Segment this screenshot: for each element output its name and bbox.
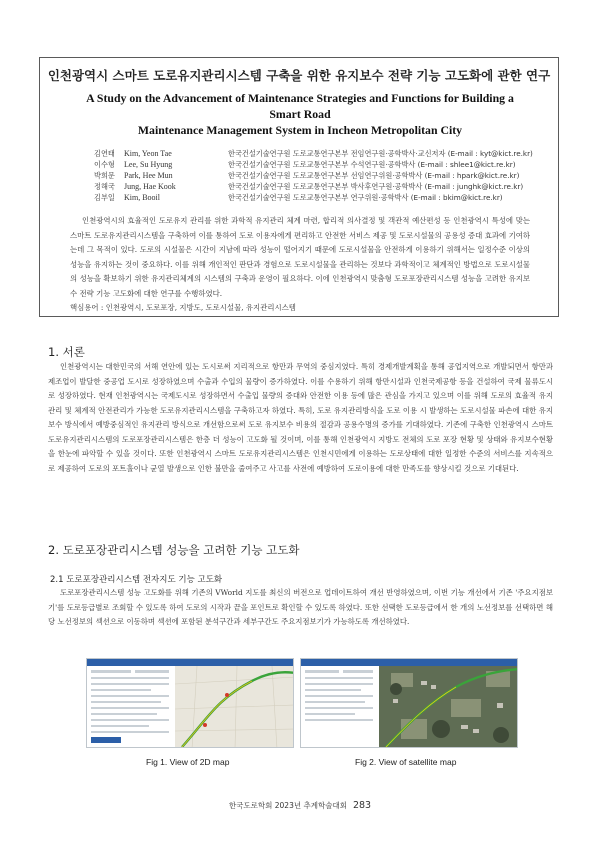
author-name-ko: 김부일	[94, 193, 115, 202]
author-affiliation: 한국건설기술연구원 도로교통연구본부 전임연구원·공학박사·교신저자 (E-mail : kyt@kict.re.kr)	[228, 149, 533, 158]
author-row	[94, 192, 564, 203]
author-row	[94, 159, 564, 170]
author-list	[94, 148, 564, 203]
page-number: 283	[352, 800, 372, 811]
author-affiliation: 한국건설기술연구원 도로교통연구본부 연구위원·공학박사 (E-mail : bkim@kict.re.kr)	[228, 193, 503, 202]
author-affiliation: 한국건설기술연구원 도로교통연구본부 선임연구위원·공학박사 (E-mail : hpark@kict.re.kr)	[228, 171, 520, 180]
section-2-1-heading: 2.1 도로포장관리시스템 전자지도 기능 고도화	[50, 575, 223, 585]
author-name-en: Jung, Hae Kook	[124, 182, 176, 191]
author-name-ko: 정해국	[94, 182, 115, 191]
figure-2-caption: Fig 2. View of satellite map	[355, 757, 457, 767]
paper-title-korean: 인천광역시 스마트 도로유지관리시스템 구축을 위한 유지보수 전략 기능 고도화에 관한 연구	[47, 68, 551, 83]
conference-name: 한국도로학회 2023년 추계학술대회	[228, 801, 347, 810]
author-name-ko: 이수형	[94, 160, 115, 169]
page-footer	[0, 800, 600, 811]
map-satellite-illustration	[301, 659, 518, 748]
figure-1-caption: Fig 1. View of 2D map	[146, 757, 230, 767]
author-row	[94, 148, 564, 159]
keywords: 핵심용어 : 인천광역시, 도로포장, 지방도, 도로시설물, 유지관리시스템	[70, 303, 296, 312]
abstract: 인천광역시의 효율적인 도로유지 관리를 위한 과학적 유지관리 체계 마련, 합리적 의사결정 및 객관적 예산편성 등 인천광역시 특성에 맞는 스마트 도로유지관리시스템을 구축하여 이를 통하여 도로 이용자에게 편리하고 안전한 서비스 제공 및 도로시설물의 공용성 증대 효과에 기여하는데 그 목적이 있다. 도로의 시설물은 시간이 지남에 따라 성능이 떨어지기 때문에 도로시설물을 안전하게 이용하기 위해서는 일정수준 이상의 성능을 유지하는 것이 중요하다. 이를 위해 개인적인 판단과 경험으로 도로시설물을 관리하는 것보다 과학적이고 체계적인 방법으로 도로시설물의 성능을 확보하기 위한 유지관리체계의 시스템의 구축과 운영이 필요하다. 이에 인천광역시 맞춤형 도로포장관리시스템 성능을 고려한 유지보수 전략 기능 고도화에 대한 연구를 수행하였다.	[70, 216, 530, 298]
author-name-en: Park, Hee Mun	[124, 171, 173, 180]
author-name-ko: 김연태	[94, 149, 115, 158]
author-name-ko: 박희문	[94, 171, 115, 180]
section-1-heading: 1. 서론	[48, 345, 85, 359]
section-1-body: 인천광역시는 대한민국의 서해 연안에 있는 도시로써 지리적으로 항만과 무역의 중심지였다. 특히 경제개발계획을 통해 공업지역으로 개발되면서 항만과 제조업이 발달한 중공업 도시로 성장하였으며 수출과 수입의 물량이 증가하였다. 이를 수용하기 위해 항만시설과 인천국제공항 등을 건설하여 국제 물류도시로 성장하였다. 현재 인천광역시는 국제도시로 성장하면서 수출입 물량의 증대와 안전한 이용 등에 많은 관심을 가지고 있으며 이를 위해 도로의 효율적 유지관리 및 체계적 안전관리가 가능한 도로유지관리시스템을 구축하고자 하였다. 특히, 도로 유지관리방식을 도로 이용 시 발생하는 도로시설물 파손에 대한 유지보수 방식에서 예방중심적인 유지관리 방식으로 개선함으로써 도로 유지보수 비용의 절감과 공용수명의 증가를 기대하였다. 기존에 구축한 인천광역시 스마트 도로유지관리시스템의 도로포장관리시스템은 한층 더 성능이 고도화 될 것이며, 이를 통해 인천광역시 지방도 전체의 도로 포장 현황 및 상태와 유지보수현황을 한눈에 파악할 수 있을 것이다. 또한 인천광역시 스마트 도로유지관리시스템은 인천시민에게 이용하는 도로상태에 대한 일정한 수준의 서비스를 지속적으로 제공하여 도로의 포트홀이나 균열 발생으로 인한 불만을 줄여주고 사고를 사전에 예방하여 도로이용에 대한 만족도를 향상시킬 것으로 기대된다.	[48, 362, 553, 473]
map-2d-illustration	[87, 659, 294, 748]
author-affiliation: 한국건설기술연구원 도로교통연구본부 수석연구원·공학박사 (E-mail : shlee1@kict.re.kr)	[228, 160, 516, 169]
section-2-heading: 2. 도로포장관리시스템 성능을 고려한 기능 고도화	[48, 543, 300, 557]
figure-satellite-map	[300, 658, 518, 748]
paper-title-english-line1: A Study on the Advancement of Maintenance Strategies and Functions for Building a Smart Road	[86, 91, 514, 121]
paper-title-english-line2: Maintenance Management System in Incheon Metropolitan City	[137, 123, 463, 137]
author-name-en: Kim, Yeon Tae	[124, 149, 172, 158]
author-row	[94, 170, 564, 181]
section-2-1-body: 도로포장관리시스템 성능 고도화를 위해 기존의 VWorld 지도를 최신의 버전으로 업데이트하여 개선 반영하였으며, 이번 기능 개선에서 기존 '주요지점보기'를 도로등급별로 조회할 수 있도록 하여 도로의 시작과 끝을 포인트로 확인할 수 있도록 하였다. 또한 선택한 도로등급에서 한 개의 노선정보를 선택하면 해당 노선정보의 섹션으로 이동하며 섹션에 포함된 분석구간과 세부구간도 주요지점보기가 가능하도록 개선하였다.	[48, 588, 553, 626]
author-row	[94, 181, 564, 192]
author-affiliation: 한국건설기술연구원 도로교통연구본부 박사후연구원·공학박사 (E-mail : junghk@kict.re.kr)	[228, 182, 524, 191]
author-name-en: Lee, Su Hyung	[124, 160, 173, 169]
figure-2d-map	[86, 658, 294, 748]
paper-title-english	[80, 90, 520, 138]
author-name-en: Kim, Booil	[124, 193, 161, 202]
